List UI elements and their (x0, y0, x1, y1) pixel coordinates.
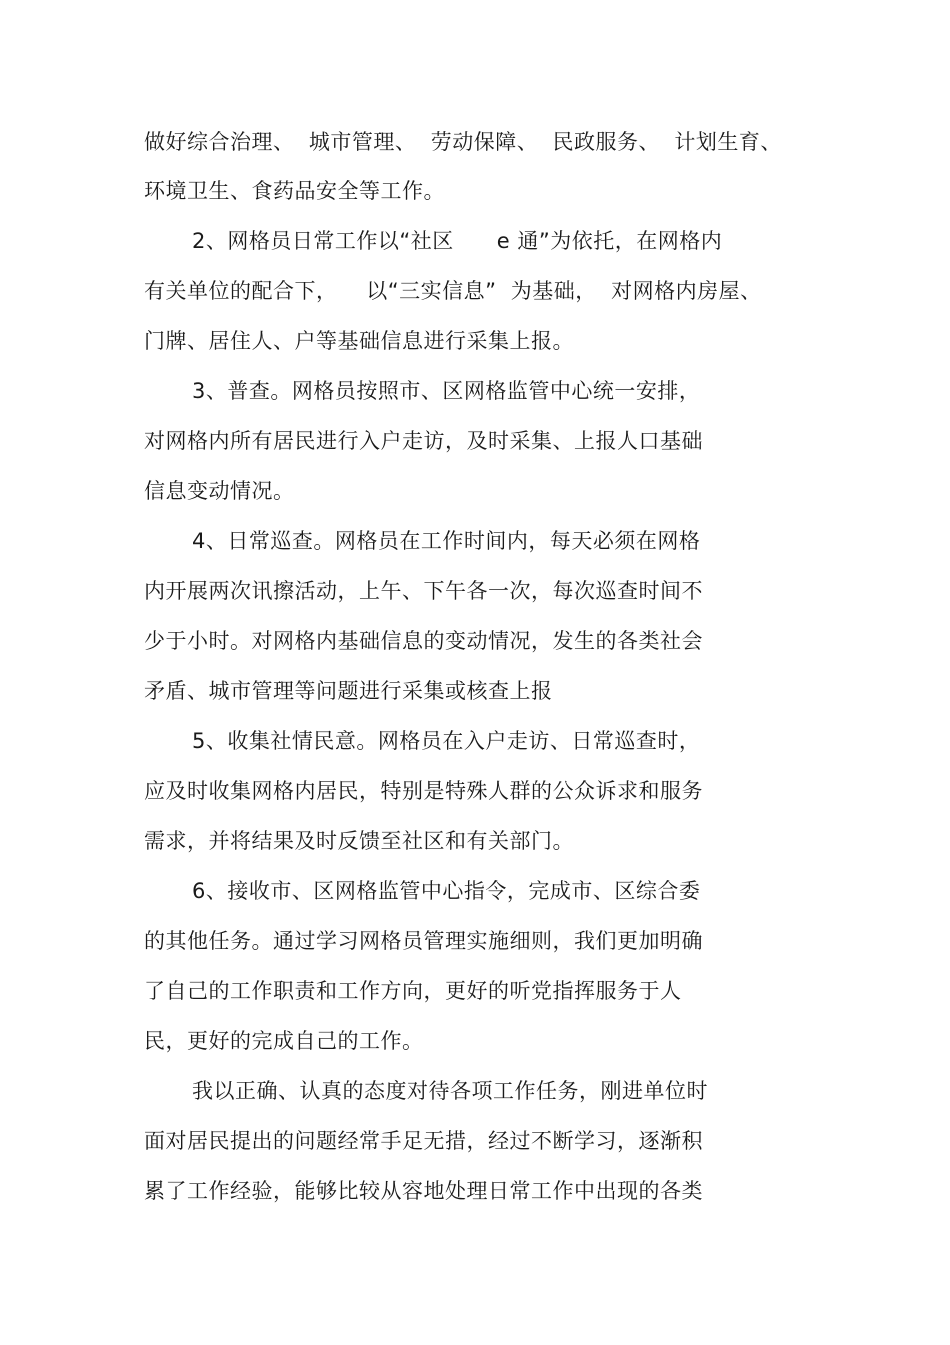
text-line-10: 内开展两次讯擦活动，上午、下午各一次，每次巡查时间不 (144, 579, 703, 603)
text-line-17: 的其他任务。通过学习网格员管理实施细则，我们更加明确 (144, 929, 703, 953)
text-line-13: 5、收集社情民意。网格员在入户走访、日常巡查时， (192, 729, 701, 753)
text-line-2: 环境卫生、食药品安全等工作。 (144, 179, 445, 203)
text-line-6: 3、普查。网格员按照市、区网格监管中心统一安排， (192, 379, 701, 403)
text-line-9: 4、日常巡查。网格员在工作时间内，每天必须在网格 (192, 529, 701, 553)
text-line-1: 做好综合治理、 城市管理、 劳动保障、 民政服务、 计划生育、 (144, 130, 782, 154)
text-line-22: 累了工作经验，能够比较从容地处理日常工作中出现的各类 (144, 1179, 703, 1203)
text-line-16: 6、接收市、区网格监管中心指令，完成市、区综合委 (192, 879, 701, 903)
text-line-5: 门牌、居住人、户等基础信息进行采集上报。 (144, 329, 574, 353)
text-line-4: 有关单位的配合下， 以“三实信息” 为基础， 对网格内房屋、 (144, 279, 762, 303)
text-line-12: 矛盾、城市管理等问题进行采集或核查上报 (144, 679, 553, 703)
text-line-8: 信息变动情况。 (144, 479, 295, 503)
text-line-14: 应及时收集网格内居民，特别是特殊人群的公众诉求和服务 (144, 779, 703, 803)
text-line-15: 需求，并将结果及时反馈至社区和有关部门。 (144, 829, 574, 853)
text-line-7: 对网格内所有居民进行入户走访，及时采集、上报人口基础 (144, 429, 703, 453)
text-line-20: 我以正确、认真的态度对待各项工作任务，刚进单位时 (192, 1079, 708, 1103)
text-line-11: 少于小时。对网格内基础信息的变动情况，发生的各类社会 (144, 629, 703, 653)
text-line-21: 面对居民提出的问题经常手足无措，经过不断学习，逐渐积 (144, 1129, 703, 1153)
text-line-18: 了自己的工作职责和工作方向，更好的听党指挥服务于人 (144, 979, 682, 1003)
text-line-3: 2、网格员日常工作以“社区 e 通”为依托，在网格内 (192, 229, 723, 253)
text-line-19: 民，更好的完成自己的工作。 (144, 1029, 424, 1053)
